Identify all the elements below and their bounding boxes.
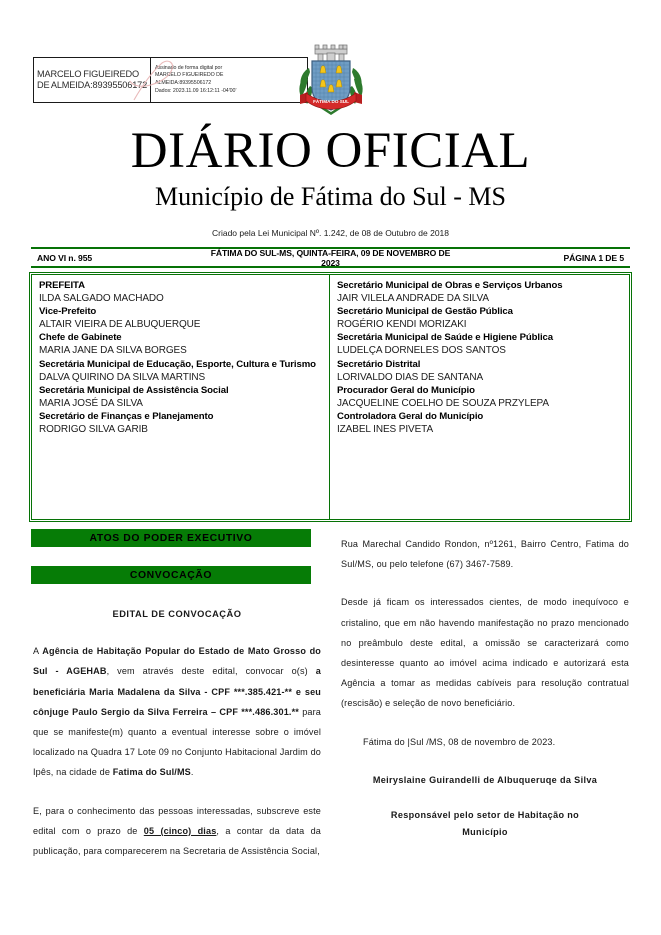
paragraph-convocacao: [33, 641, 321, 782]
p1-agehab: Agência de Habitação Popular do Estado de Mato Grosso do Sul - AGEHAB: [33, 646, 321, 677]
page-title: DIÁRIO OFICIAL: [130, 123, 531, 179]
official-name: JACQUELINE COELHO DE SOUZA PRZYLEPA: [337, 397, 549, 409]
crest-banner-text: FÁTIMA DO SUL: [313, 99, 349, 104]
p1-beneficiarios: a beneficiária Maria Madalena da Silva - CPF ***.385.421-** e seu cônjuge Paulo Sergio da Silva Ferreira – CPF ***.486.301.**: [33, 666, 321, 717]
digital-signature-stamp: [33, 57, 308, 103]
official-name: ALTAIR VIEIRA DE ALBUQUERQUE: [39, 319, 201, 331]
body-column-right: [341, 534, 629, 841]
officials-column-left: [32, 275, 330, 519]
official-role: Secretário Distrital: [337, 358, 421, 370]
p2-seg-b: , a contar da data da publicação, para comparecerem na Secretaria de Assistência Social,: [33, 825, 321, 857]
signature-metadata: [151, 65, 307, 95]
p2-seg-a: E, para o conhecimento das pessoas interessadas, subscreve este edital com o prazo de: [33, 805, 321, 836]
section-banner-convocacao: CONVOCAÇÃO: [31, 566, 311, 584]
signature-meta-line-2: MARCELO FIGUEIREDO DE: [155, 72, 224, 79]
official-name: DALVA QUIRINO DA SILVA MARTINS: [39, 371, 206, 383]
body-column-left: [33, 604, 321, 861]
paragraph-endereco: Rua Marechal Candido Rondon, nº1261, Bairro Centro, Fatima do Sul/MS, ou pelo telefone (67) 3467-7589.: [341, 539, 629, 570]
masthead: [0, 124, 661, 239]
section-banner-atos-poder-executivo: ATOS DO PODER EXECUTIVO: [31, 529, 311, 547]
official-name: JAIR VILELA ANDRADE DA SILVA: [337, 293, 489, 305]
paragraph-advertencia: Desde já ficam os interessados cientes, de modo inequívoco e cristalino, que em não havendo manifestação no prazo mencionado no preâmbulo deste edital, a omissão se caracterizará como desinteresse quanto ao imóvel acima indicado e autorizará esta Agência a tomar as medidas cabíveis para resolução contratual (rescisão) e seleção de novo beneficiário.: [341, 597, 629, 709]
issue-info-bar: [31, 247, 630, 268]
p1-seg-e: .: [190, 767, 194, 778]
masthead-law-line: Criado pela Lei Municipal Nº. 1.242, de 08 de Outubro de 2018: [211, 228, 449, 238]
official-role: Procurador Geral do Município: [337, 384, 475, 396]
signature-meta-line-1: Assinado de forma digital por: [155, 64, 223, 71]
signer-role-line-2: Município: [462, 827, 508, 838]
p1-cidade: Fatima do Sul/MS: [112, 767, 191, 778]
officials-table: [31, 274, 630, 520]
paragraph-local-data: Fátima do |Sul /MS, 08 de novembro de 2023.: [363, 736, 556, 747]
official-name: ILDA SALGADO MACHADO: [39, 293, 164, 305]
p1-seg-d: para que se manifeste(m) quanto a eventual interesse sobre o imóvel localizado na Quadra 17 Lote 09 no Conjunto Habitacional Jardim do Ipês, na cidade de: [33, 706, 321, 778]
official-role: Controladora Geral do Município: [337, 410, 484, 422]
p2-prazo-destacado: 05 (cinco) dias: [143, 825, 217, 836]
official-name: IZABEL INES PIVETA: [337, 424, 434, 436]
signature-meta-line-4: Dados: 2023.11.09 16:12:11 -04'00': [155, 87, 237, 94]
signer-role: [341, 807, 629, 841]
official-name: LUDELÇA DORNELES DOS SANTOS: [337, 345, 506, 357]
official-name: MARIA JOSÉ DA SILVA: [39, 397, 143, 409]
officials-column-right: [330, 275, 629, 519]
official-role: Vice-Prefeito: [39, 306, 97, 318]
masthead-subtitle: Município de Fátima do Sul - MS: [155, 182, 506, 211]
official-role: PREFEITA: [39, 280, 85, 291]
p1-seg-a: A: [33, 646, 43, 657]
page-number: PÁGINA 1 DE 5: [563, 252, 624, 263]
signer-role-line-1: Responsável pelo setor de Habitação no: [390, 810, 580, 821]
signer-name: Meiryslaine Guirandelli de Albuqueruqe da Silva: [372, 774, 598, 785]
official-name: RODRIGO SILVA GARIB: [39, 424, 148, 436]
official-role: Secretária Municipal de Educação, Esporte, Cultura e Turismo: [39, 358, 316, 370]
official-role: Secretário de Finanças e Planejamento: [39, 410, 214, 422]
paragraph-prazo: [33, 801, 321, 862]
official-name: ROGÉRIO KENDI MORIZAKI: [337, 319, 467, 331]
official-role: Secretário Municipal de Gestão Pública: [337, 306, 513, 318]
official-role: Secretária Municipal de Saúde e Higiene Pública: [337, 332, 554, 344]
official-name: MARIA JANE DA SILVA BORGES: [39, 345, 187, 357]
official-role: Secretário Municipal de Obras e Serviços Urbanos: [337, 280, 563, 291]
p1-seg-c: , vem através deste edital, convocar o(s): [106, 666, 316, 677]
edital-heading: EDITAL DE CONVOCAÇÃO: [112, 609, 242, 619]
official-role: Secretária Municipal de Assistência Social: [39, 384, 229, 396]
issue-place-date: FÁTIMA DO SUL-MS, QUINTA-FEIRA, 09 DE NOVEMBRO DE 2023: [210, 247, 451, 268]
signature-signer-name: MARCELO FIGUEIREDO DE ALMEIDA:89395506172: [37, 68, 148, 90]
coat-of-arms-icon: [296, 42, 366, 120]
signature-meta-line-3: ALMEIDA:89395506172: [155, 80, 212, 86]
official-name: LORIVALDO DIAS DE SANTANA: [337, 371, 484, 383]
issue-year-number: ANO VI n. 955: [37, 252, 93, 263]
official-role: Chefe de Gabinete: [39, 332, 122, 344]
